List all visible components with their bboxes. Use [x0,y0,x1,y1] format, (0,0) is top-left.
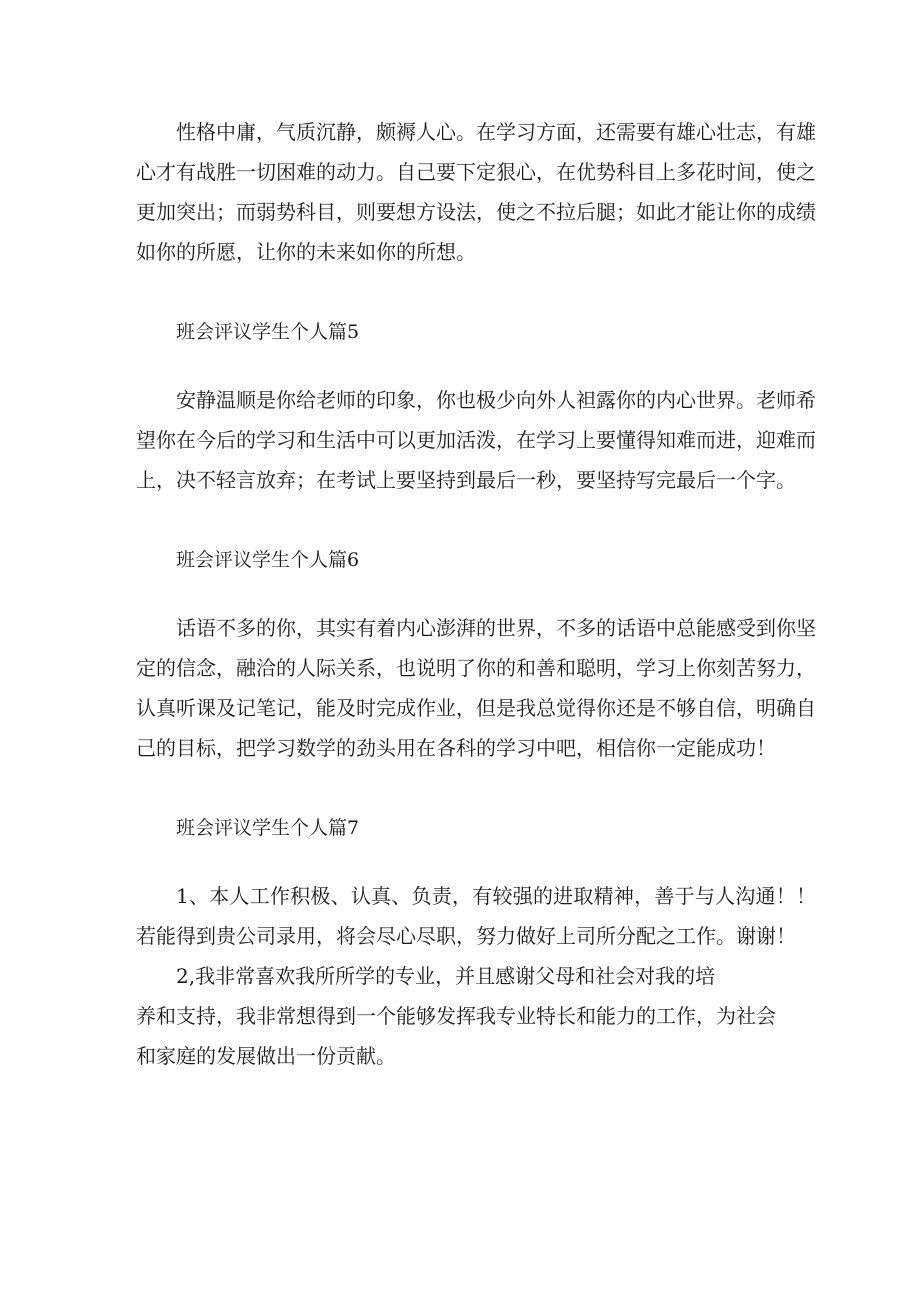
list-item-2-line-2: 养和支持，我非常想得到一个能够发挥我专业特长和能力的工作，为社会 [136,1004,776,1028]
section-heading-7: 班会评议学生个人篇7 [176,817,360,839]
document-body [136,112,816,1076]
list-item-2 [136,956,816,1076]
section-heading-6: 班会评议学生个人篇6 [176,549,360,571]
list-item-1: 1、本人工作积极、认真、负责，有较强的进取精神，善于与人沟通！！若能得到贵公司录用，将会尽心尽职，努力做好上司所分配之工作。谢谢！ [136,884,816,948]
list-item-2-line-3: 和家庭的发展做出一份贡献。 [136,1044,396,1068]
list-item-2-line-1: 2,我非常喜欢我所所学的专业，并且感谢父母和社会对我的培 [176,964,716,988]
paragraph-5: 安静温顺是你给老师的印象，你也极少向外人袒露你的内心世界。老师希望你在今后的学习和生活中可以更加活泼，在学习上要懂得知难而进，迎难而上，决不轻言放弃；在考试上要坚持到最后一秒，要坚持写完最后一个字。 [136,388,816,492]
paragraph-6: 话语不多的你，其实有着内心澎湃的世界，不多的话语中总能感受到你坚定的信念，融洽的人际关系，也说明了你的和善和聪明，学习上你刻苦努力，认真听课及记笔记，能及时完成作业，但是我总觉得你还是不够自信，明确自己的目标，把学习数学的劲头用在各科的学习中吧，相信你一定能成功！ [136,616,816,760]
section-heading-5: 班会评议学生个人篇5 [176,321,360,343]
paragraph-1: 性格中庸，气质沉静，颇褥人心。在学习方面，还需要有雄心壮志，有雄心才有战胜一切困难的动力。自己要下定狠心，在优势科目上多花时间，使之更加突出；而弱势科目，则要想方设法，使之不拉后腿；如此才能让你的成绩如你的所愿，让你的未来如你的所想。 [136,120,816,264]
